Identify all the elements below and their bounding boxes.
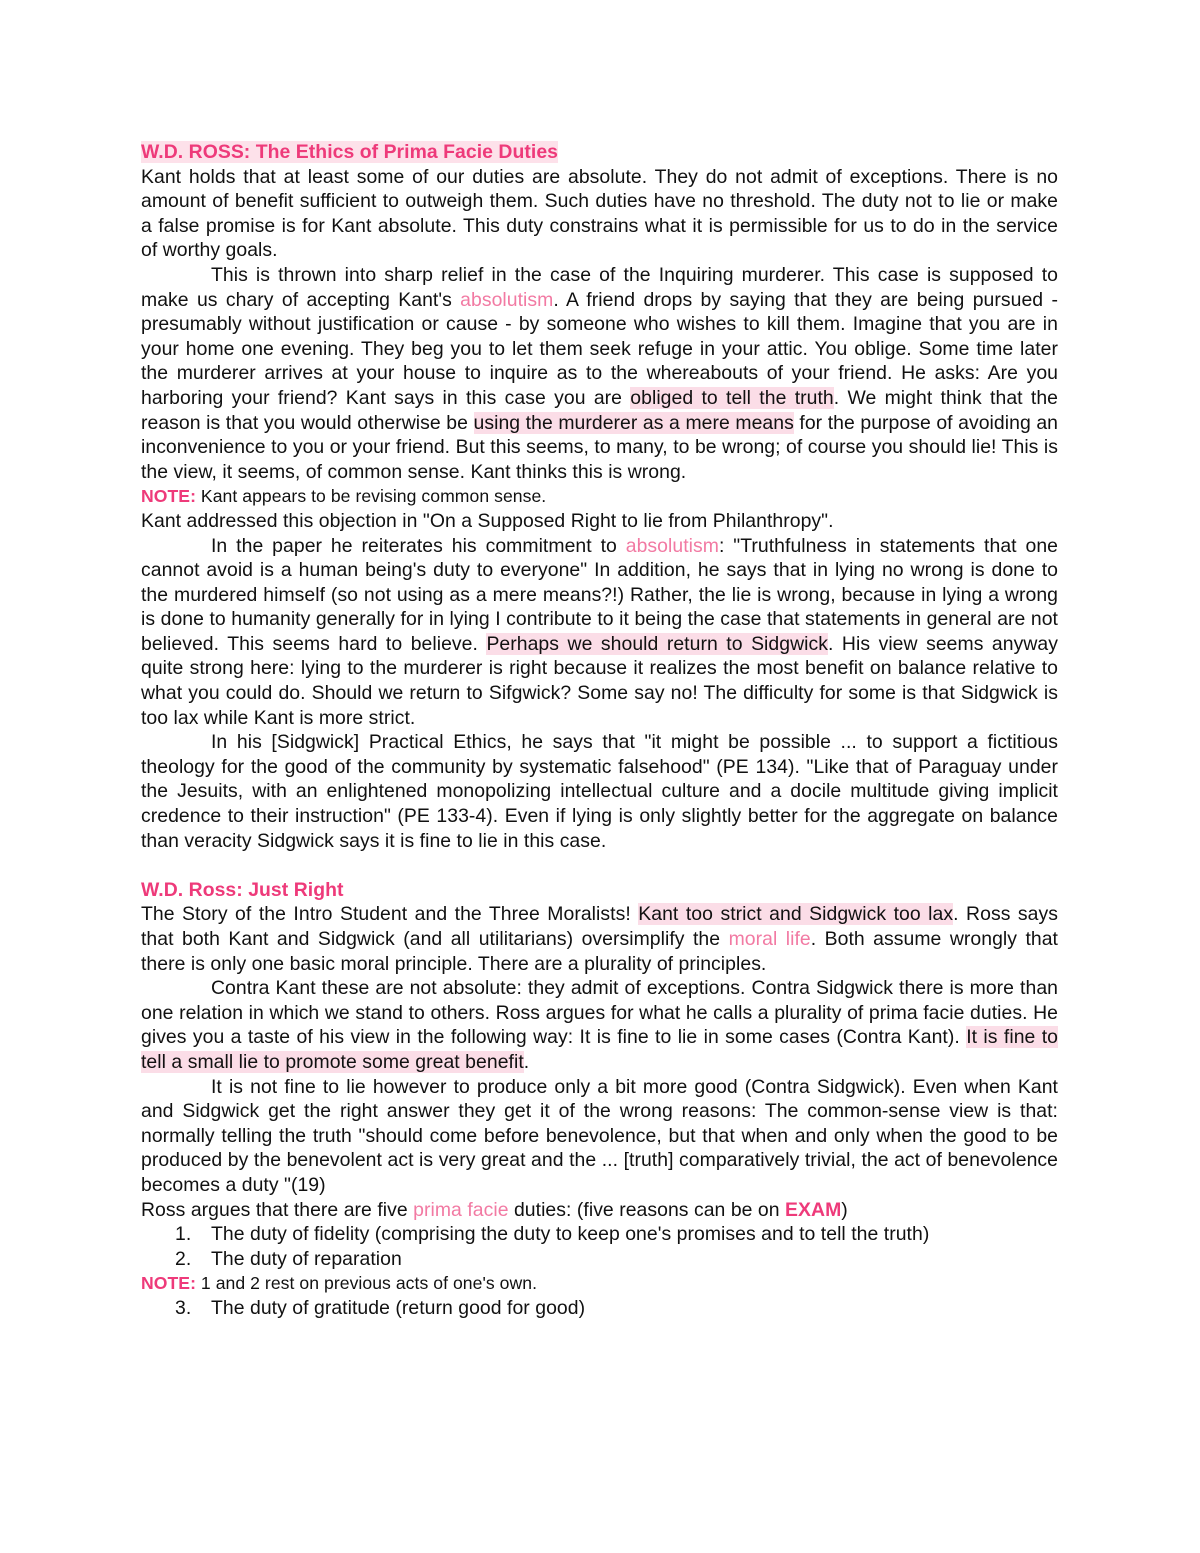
list-number: 2. bbox=[175, 1247, 192, 1270]
highlight-return-sidgwick: Perhaps we should return to Sidgwick bbox=[486, 632, 828, 655]
list-item bbox=[141, 1247, 1058, 1272]
document-page bbox=[141, 140, 1058, 1321]
note-label: NOTE: bbox=[141, 1273, 196, 1294]
paragraph-reiterates-absolutism bbox=[141, 534, 1058, 731]
highlight-small-lie: It is fine to tell a small lie to promote some great benefit bbox=[141, 1026, 1058, 1073]
highlight-mere-means: using the murderer as a mere means bbox=[473, 411, 794, 434]
term-absolutism: absolutism bbox=[625, 534, 719, 557]
paragraph-inquiring-murderer bbox=[141, 263, 1058, 484]
text-run: . We might think that the reason is that you would otherwise be bbox=[141, 386, 1058, 434]
note-revising-common-sense bbox=[141, 484, 1058, 509]
highlight-strict-lax: Kant too strict and Sidgwick too lax bbox=[638, 903, 954, 926]
text-run: . A friend drops by saying that they are being pursued - presumably without justification or cause - by someone who wishes to kill them. Imagine that you are in your home one evening. They beg you to let them seek refuge in your attic. You oblige. Some time later the murderer arrives at your house to inquire as to the whereabouts of your friend. He asks: Are you harboring your friend? Kant says in this case you are bbox=[141, 288, 1058, 409]
list-number: 1. bbox=[175, 1223, 192, 1246]
note-text: 1 and 2 rest on previous acts of one's own. bbox=[195, 1273, 538, 1294]
section-title-text: W.D. ROSS: The Ethics of Prima Facie Duties bbox=[141, 141, 558, 163]
note-label: NOTE: bbox=[141, 486, 196, 507]
paragraph-kant-absolute: Kant holds that at least some of our duties are absolute. They do not admit of exceptions. There is no amount of benefit sufficient to outweigh them. Such duties have no threshold. The duty not to lie or make a false promise is for Kant absolute. This duty constrains what it is permissible for us to do in the service of worthy goals. bbox=[141, 165, 1058, 262]
list-text: The duty of fidelity (comprising the duty to keep one's promises and to tell the truth) bbox=[211, 1223, 930, 1246]
text-run: Contra Kant these are not absolute: they admit of exceptions. Contra Sidgwick there is more than one relation in which we stand to others. Ross argues for what he calls a plurality of prima facie duties. He gives you a taste of his view in the following way: It is fine to lie in some cases (Contra Kant). bbox=[141, 977, 1058, 1049]
term-absolutism: absolutism bbox=[460, 288, 554, 311]
text-run: In the paper he reiterates his commitment to bbox=[211, 534, 626, 557]
term-prima-facie: prima facie bbox=[413, 1198, 509, 1221]
note-text: Kant appears to be revising common sense. bbox=[195, 486, 547, 507]
text-run: for the purpose of avoiding an inconvenience to you or your friend. But this seems, to many, to be wrong; of course you should lie! This is the view, it seems, of common sense. Kant thinks this is wrong. bbox=[141, 411, 1058, 483]
note-previous-acts bbox=[141, 1271, 1058, 1296]
text-run: Ross argues that there are five bbox=[141, 1198, 414, 1221]
text-run: . bbox=[523, 1050, 530, 1073]
text-run: . His view seems anyway quite strong here: lying to the murderer is right because it realizes the most benefit on balance relative to what you could do. Should we return to Sifgwick? Some say no! The difficulty for some is that Sidgwick is too lax while Kant is more strict. bbox=[141, 632, 1058, 729]
list-item bbox=[141, 1222, 1058, 1247]
paragraph-five-duties bbox=[141, 1198, 1058, 1223]
paragraph-contra-kant bbox=[141, 976, 1058, 1074]
paragraph-three-moralists bbox=[141, 902, 1058, 976]
text-run: : "Truthfulness in statements that one cannot avoid is a human being's duty to everyone" In addition, he says that in lying no wrong is done to the murdered himself (so not using as a mere means?!) Rather, the lie is wrong, because in lying a wrong is done to humanity generally for in lying I contribute to it being the case that statements in general are not believed. This seems hard to believe. bbox=[141, 534, 1059, 655]
section-title-just-right: W.D. Ross: Just Right bbox=[141, 878, 344, 901]
term-moral-life: moral life bbox=[728, 928, 811, 950]
text-run: The Story of the Intro Student and the Three Moralists! bbox=[141, 903, 639, 926]
list-text: The duty of reparation bbox=[211, 1247, 402, 1270]
highlight-obliged-truth: obliged to tell the truth bbox=[630, 386, 834, 409]
exam-label: EXAM bbox=[785, 1198, 842, 1221]
paragraph-not-fine-to-lie: It is not fine to lie however to produce only a bit more good (Contra Sidgwick). Even when Kant and Sidgwick get the right answer they get it of the wrong reasons: The common-sense view is that: normally telling the truth "should come before benevolence, but that when and only when the good to be produced by the benevolent act is very great and the ... [truth] comparatively trivial, the act of benevolence becomes a duty "(19) bbox=[141, 1075, 1058, 1196]
spacer bbox=[141, 853, 1058, 878]
paragraph-practical-ethics: In his [Sidgwick] Practical Ethics, he says that "it might be possible ... to support a fictitious theology for the good of the community by systematic falsehood" (PE 134). "Like that of Paraguay under the Jesuits, with an enlightened monopolizing intellectual culture and a docile multitude giving implicit credence to their instruction" (PE 133-4). Even if lying is only slightly better for the aggregate on balance than veracity Sidgwick says it is fine to lie in this case. bbox=[141, 731, 1058, 852]
list-text: The duty of gratitude (return good for good) bbox=[211, 1296, 586, 1319]
section-title-ross-prima-facie bbox=[141, 140, 1058, 165]
duties-list-continued bbox=[141, 1296, 1058, 1321]
text-run: ) bbox=[841, 1198, 848, 1221]
text-run: . Ross says that both Kant and Sidgwick (and all utilitarians) oversimplify the bbox=[141, 903, 1058, 950]
paragraph-supposed-right: Kant addressed this objection in "On a Supposed Right to lie from Philanthropy". bbox=[141, 509, 834, 532]
duties-list bbox=[141, 1222, 1058, 1271]
list-item bbox=[141, 1296, 1058, 1321]
text-run: This is thrown into sharp relief in the case of the Inquiring murderer. This case is supposed to make us chary of accepting Kant's bbox=[141, 263, 1058, 311]
list-number: 3. bbox=[175, 1296, 192, 1319]
text-run: duties: (five reasons can be on bbox=[508, 1198, 786, 1221]
text-run: . Both assume wrongly that there is only one basic moral principle. There are a plurality of principles. bbox=[141, 928, 1058, 975]
